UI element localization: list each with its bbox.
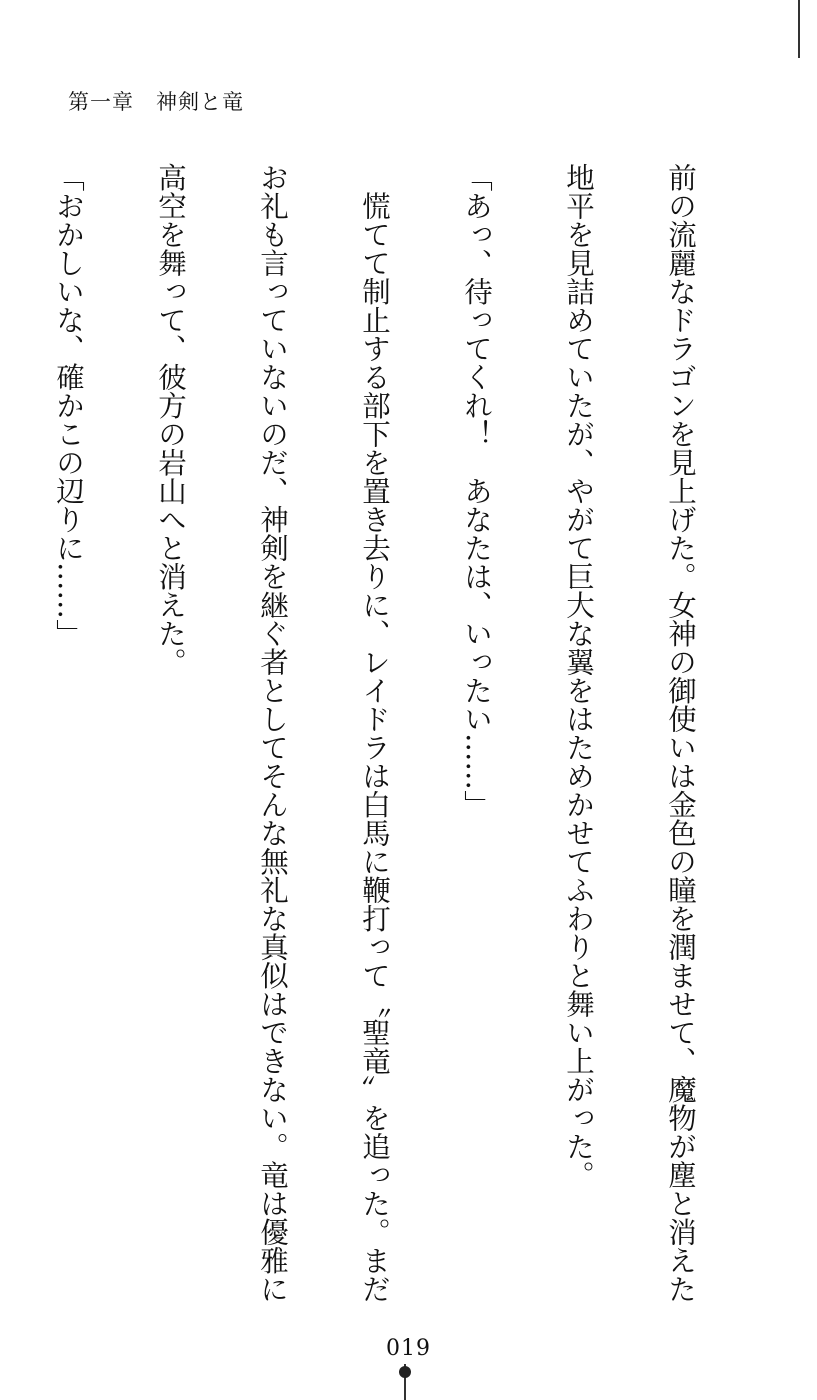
page-bottom-dot bbox=[399, 1366, 411, 1378]
page-edge-mark bbox=[798, 0, 800, 58]
text-line: 「あっ、待ってくれ！ あなたは、いったい……」 bbox=[460, 163, 493, 819]
text-line: 慌てて制止する部下を置き去りに、レイドラは白馬に鞭打って〝聖竜〟を追った。まだ bbox=[358, 163, 391, 1303]
text-line: 前の流麗なドラゴンを見上げた。女神の御使いは金色の瞳を潤ませて、魔物が塵と消えた bbox=[664, 163, 697, 1303]
text-line: 地平を見詰めていたが、やがて巨大な翼をはためかせてふわりと舞い上がった。 bbox=[562, 163, 595, 1189]
body-text bbox=[0, 163, 765, 1303]
text-line: 高空を舞って、彼方の岩山へと消えた。 bbox=[154, 163, 187, 676]
page-number: 019 bbox=[386, 1336, 431, 1361]
text-line: お礼も言っていないのだ、神剣を継ぐ者としてそんな無礼な真似はできない。竜は優雅に bbox=[256, 163, 289, 1303]
chapter-title: 第一章 神剣と竜 bbox=[68, 90, 244, 114]
text-line: 「おかしいな、確かこの辺りに……」 bbox=[52, 163, 85, 648]
